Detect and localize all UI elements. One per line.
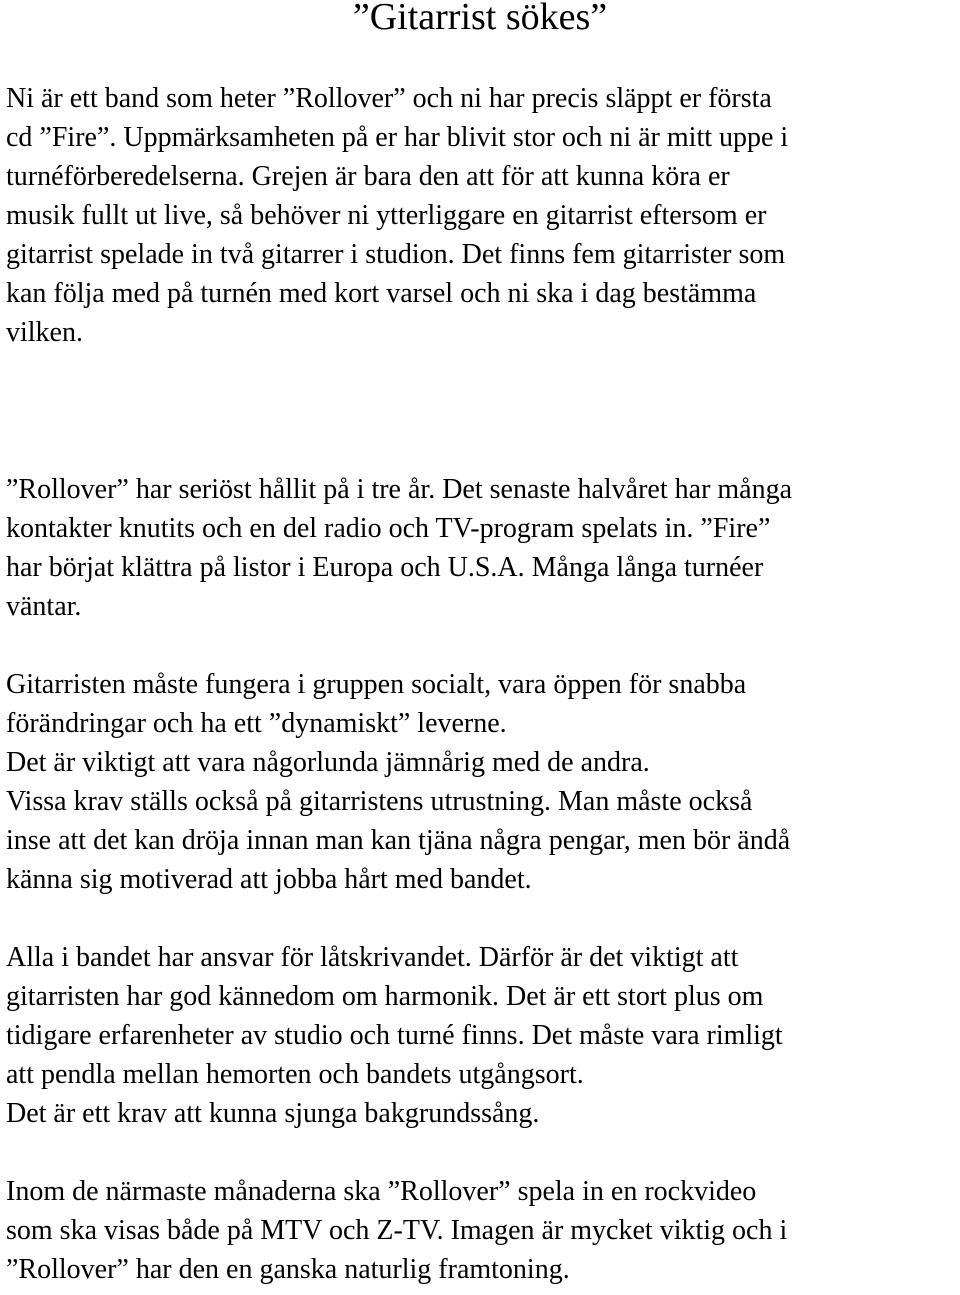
text-line: förändringar och ha ett ”dynamiskt” leverne. — [6, 708, 507, 739]
text-line: inse att det kan dröja innan man kan tjäna några pengar, men bör ändå — [6, 825, 791, 856]
text-line: känna sig motiverad att jobba hårt med bandet. — [6, 864, 532, 895]
text-line: har börjat klättra på listor i Europa och U.S.A. Många långa turnéer — [6, 552, 764, 583]
text-line: ”Rollover” har den en ganska naturlig framtoning. — [6, 1254, 570, 1285]
text-line: kan följa med på turnén med kort varsel och ni ska i dag bestämma — [6, 278, 757, 309]
text-line: Ni är ett band som heter ”Rollover” och ni har precis släppt er första — [6, 83, 772, 114]
text-line: vilken. — [6, 317, 83, 348]
text-line: cd ”Fire”. Uppmärksamheten på er har blivit stor och ni är mitt uppe i — [6, 122, 789, 153]
text-line: turnéförberedelserna. Grejen är bara den att för att kunna köra er — [6, 161, 730, 192]
document-title: ”Gitarrist sökes” — [352, 0, 608, 38]
text-line: gitarrist spelade in två gitarrer i studion. Det finns fem gitarrister som — [6, 239, 786, 270]
text-line: gitarristen har god kännedom om harmonik. Det är ett stort plus om — [6, 981, 764, 1012]
text-line: Det är ett krav att kunna sjunga bakgrundssång. — [6, 1098, 540, 1129]
text-line: Vissa krav ställs också på gitarristens utrustning. Man måste också — [6, 786, 753, 817]
text-line: kontakter knutits och en del radio och TV-program spelats in. ”Fire” — [6, 513, 771, 544]
text-line: Alla i bandet har ansvar för låtskrivandet. Därför är det viktigt att — [6, 942, 739, 973]
text-line: musik fullt ut live, så behöver ni ytterliggare en gitarrist eftersom er — [6, 200, 767, 231]
text-line: att pendla mellan hemorten och bandets utgångsort. — [6, 1059, 584, 1090]
text-line: Inom de närmaste månaderna ska ”Rollover” spela in en rockvideo — [6, 1176, 757, 1207]
text-line: Det är viktigt att vara någorlunda jämnårig med de andra. — [6, 747, 650, 778]
text-line: tidigare erfarenheter av studio och turné finns. Det måste vara rimligt — [6, 1020, 783, 1051]
text-line: ”Rollover” har seriöst hållit på i tre år. Det senaste halvåret har många — [6, 474, 793, 505]
text-line: som ska visas både på MTV och Z-TV. Imagen är mycket viktig och i — [6, 1215, 788, 1246]
text-line: väntar. — [6, 591, 82, 622]
text-line: Gitarristen måste fungera i gruppen socialt, vara öppen för snabba — [6, 669, 747, 700]
